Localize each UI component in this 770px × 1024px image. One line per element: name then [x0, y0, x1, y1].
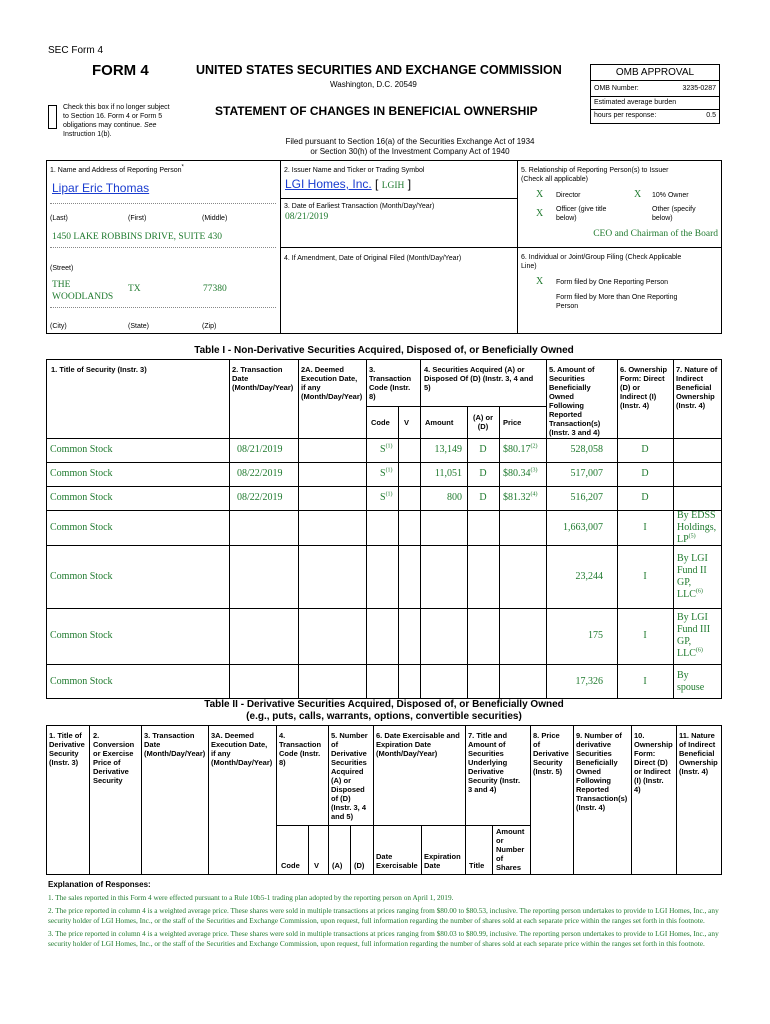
row-owned: 23,244	[575, 571, 603, 582]
row-ownership-form: I	[643, 571, 647, 582]
row-amount: 13,149	[434, 444, 462, 455]
table-row-divider	[46, 462, 722, 463]
filed-pursuant-line-2: or Section 30(h) of the Investment Company Act of 1940	[310, 147, 510, 156]
row-security: Common Stock	[50, 630, 113, 641]
row-ownership-form: I	[643, 630, 647, 641]
t2-h11: 11. Nature of Indirect Beneficial Ownership (Instr. 4)	[679, 731, 718, 776]
reporting-person-address: 1450 LAKE ROBBINS DRIVE, SUITE 430	[52, 232, 222, 242]
ten-percent-owner-mark: X	[634, 189, 642, 200]
middle-label: (Middle)	[202, 215, 228, 222]
table-row-divider	[46, 545, 722, 546]
row-nature: By EDSS Holdings, LP$^{(5)}$	[677, 510, 717, 545]
row-price: $80.34$^{(3)}$	[503, 467, 538, 479]
row-code: $S^{(1)}$	[380, 491, 393, 503]
row-ownership-form: D	[641, 468, 649, 479]
row-security: Common Stock	[50, 676, 113, 687]
row-amount: 800	[447, 492, 462, 503]
t1-sub-code: Code	[371, 418, 390, 427]
t2-h2: 2. Conversion or Exercise Price of Derivative Security	[93, 731, 135, 785]
row-date: 08/22/2019	[237, 468, 283, 479]
t1-h1: 1. Title of Security (Instr. 3)	[51, 365, 147, 374]
row-security: Common Stock	[50, 571, 113, 582]
row-owned: 175	[588, 630, 603, 641]
row-owned: 1,663,007	[563, 522, 603, 533]
t1-h2: 2. Transaction Date (Month/Day/Year)	[232, 365, 294, 392]
omb-burden-label: Estimated average burden	[594, 99, 677, 106]
row-a-or-d: D	[479, 492, 487, 503]
other-label: Other (specify below)	[652, 206, 696, 222]
officer-label: Officer (give title below)	[556, 206, 607, 222]
t2-h3: 3. Transaction Date (Month/Day/Year)	[144, 731, 206, 758]
row-nature: By LGI Fund II GP, LLC$^{(6)}$	[677, 553, 708, 600]
reporting-person-state: TX	[128, 284, 141, 294]
t1-sub-amount: Amount	[425, 418, 454, 427]
t2-h8: 8. Price of Derivative Security (Instr. 5)	[533, 731, 569, 776]
earliest-transaction-date: 08/21/2019	[285, 212, 329, 222]
footnote: 1. The sales reported in this Form 4 were effected pursuant to a Rule 10b5-1 trading plan adopted by the reporting person on April 1, 2019.	[48, 893, 454, 902]
checkbox-note: Check this box if no longer subject to Section 16. Form 4 or Form 5 obligations may continue. See Instruction 1(b).	[63, 104, 170, 138]
omb-title: OMB APPROVAL	[615, 67, 695, 78]
t2-h6: 6. Date Exercisable and Expiration Date (Month/Day/Year)	[376, 731, 460, 758]
row-ownership-form: I	[643, 522, 647, 533]
sec-form-label: SEC Form 4	[48, 45, 104, 56]
row-nature: By spouse	[677, 670, 705, 693]
t2-sub-expiration: Expiration Date	[424, 852, 461, 870]
table-row-divider	[46, 664, 722, 665]
t2-h5: 5. Number of Derivative Securities Acquired (A) or Disposed of (D) (Instr. 3, 4 and 5)	[331, 731, 368, 821]
row-ownership-form: I	[643, 676, 647, 687]
omb-number-value: 3235-0287	[682, 85, 716, 92]
t2-h10: 10. Ownership Form: Direct (D) or Indirect (I) (Instr. 4)	[634, 731, 673, 794]
t1-sub-v: V	[404, 418, 410, 427]
t1-h5: 5. Amount of Securities Beneficially Owned Following Reported Transaction(s) (Instr. 3 and 4)	[549, 365, 601, 437]
ten-percent-owner-label: 10% Owner	[652, 192, 689, 199]
issuer-name-ticker: LGI Homes, Inc. [ LGIH ]	[285, 177, 412, 191]
zip-label: (Zip)	[202, 323, 217, 330]
row-owned: 516,207	[570, 492, 603, 503]
t2-sub-code: Code	[281, 861, 300, 870]
row-security: Common Stock	[50, 522, 113, 533]
reporting-person-name[interactable]: Lipar Eric Thomas	[52, 181, 150, 195]
row-price: $80.17$^{(2)}$	[503, 443, 538, 455]
filed-pursuant-line-1: Filed pursuant to Section 16(a) of the Securities Exchange Act of 1934	[285, 137, 535, 146]
explanation-title: Explanation of Responses:	[48, 880, 151, 889]
t2-h9: 9. Number of derivative Securities Beneficially Owned Following Reported Transaction(s) (Instr. 4)	[576, 731, 628, 812]
box5-label: 5. Relationship of Reporting Person(s) to Issuer (Check all applicable)	[521, 167, 669, 183]
form-title: FORM 4	[92, 62, 149, 79]
row-date: 08/21/2019	[237, 444, 283, 455]
row-a-or-d: D	[479, 468, 487, 479]
t1-h4: 4. Securities Acquired (A) or Disposed Of (D) (Instr. 3, 4 and 5)	[424, 365, 534, 392]
issuer-link[interactable]: LGI Homes, Inc.	[285, 177, 372, 191]
t2-sub-amount: Amount or Number of Shares	[496, 827, 525, 872]
t1-h3: 3. Transaction Code (Instr. 8)	[369, 365, 412, 401]
footnote: 3. The price reported in column 4 is a weighted average price. These shares were sold in multiple transactions at prices ranging from $80.03 to $80.99, inclusive. The reporting person undertakes to provide to LGI Homes, Inc., any security holder of LGI Homes, Inc., or the staff of the Securities and Exchange Commission, upon request, full information regarding the number of shares sold at each separate price within the ranges set forth in this footnote.	[48, 929, 719, 948]
reporting-person-city: THE WOODLANDS	[52, 280, 114, 302]
first-label: (First)	[128, 215, 147, 222]
row-ownership-form: D	[641, 492, 649, 503]
footnote: 2. The price reported in column 4 is a weighted average price. These shares were sold in multiple transactions at prices ranging from $80.00 to $80.53, inclusive. The reporting person undertakes to provide to LGI Homes, Inc., any security holder of LGI Homes, Inc., or the staff of the Securities and Exchange Commission, upon request, full information regarding the number of shares sold at each separate price within the ranges set forth in this footnote.	[48, 906, 719, 925]
t1-sub-a-or-d: (A) or (D)	[473, 413, 493, 431]
row-owned: 517,007	[570, 468, 603, 479]
street-label: (Street)	[50, 265, 74, 272]
agency-title: UNITED STATES SECURITIES AND EXCHANGE COMMISSION	[196, 63, 562, 77]
t2-h1: 1. Title of Derivative Security (Instr. 3)	[49, 731, 85, 767]
agency-city: Washington, D.C. 20549	[330, 80, 417, 89]
row-security: Common Stock	[50, 444, 113, 455]
row-ownership-form: D	[641, 444, 649, 455]
statement-title: STATEMENT OF CHANGES IN BENEFICIAL OWNERSHIP	[215, 104, 538, 118]
one-reporting-person-mark: X	[536, 276, 544, 287]
box4-label: 4. If Amendment, Date of Original Filed (Month/Day/Year)	[284, 255, 462, 262]
officer-title: CEO and Chairman of the Board	[593, 229, 718, 239]
more-reporting-persons-label: Form filed by More than One Reporting Person	[556, 294, 678, 310]
row-security: Common Stock	[50, 468, 113, 479]
t1-h6: 6. Ownership Form: Direct (D) or Indirect (I) (Instr. 4)	[620, 365, 668, 410]
t2-sub-v: V	[314, 861, 320, 870]
t2-sub-d: (D)	[354, 861, 365, 870]
t2-h4: 4. Transaction Code (Instr. 8)	[279, 731, 322, 767]
row-nature: By LGI Fund III GP, LLC$^{(6)}$	[677, 612, 711, 659]
t2-sub-title: Title	[469, 861, 485, 870]
omb-hours-value: 0.5	[706, 112, 716, 119]
city-label: (City)	[50, 323, 67, 330]
t2-h3a: 3A. Deemed Execution Date, if any (Month/Day/Year)	[211, 731, 273, 767]
row-date: 08/22/2019	[237, 492, 283, 503]
row-price: $81.32$^{(4)}$	[503, 491, 538, 503]
table-row-divider	[46, 510, 722, 511]
t1-h7: 7. Nature of Indirect Beneficial Ownership (Instr. 4)	[676, 365, 718, 410]
table1-title: Table I - Non-Derivative Securities Acquired, Disposed of, or Beneficially Owned	[194, 345, 574, 356]
row-code: $S^{(1)}$	[380, 443, 393, 455]
table2-title: Table II - Derivative Securities Acquired, Disposed of, or Beneficially Owned (e.g., puts, calls, warrants, options, convertible securities)	[204, 699, 564, 722]
reporting-person-zip: 77380	[203, 284, 227, 294]
no-longer-subject-checkbox[interactable]	[48, 105, 57, 129]
officer-mark: X	[536, 208, 544, 219]
table-row-divider	[46, 486, 722, 487]
omb-number-label: OMB Number:	[594, 85, 639, 92]
t1-sub-price: Price	[503, 418, 522, 427]
state-label: (State)	[128, 323, 150, 330]
one-reporting-person-label: Form filed by One Reporting Person	[556, 279, 669, 286]
t2-sub-date-exercisable: Date Exercisable	[376, 852, 418, 870]
t2-h7: 7. Title and Amount of Securities Underlying Derivative Security (Instr. 3 and 4)	[468, 731, 521, 794]
director-label: Director	[556, 192, 581, 199]
last-label: (Last)	[50, 215, 68, 222]
footnotes	[48, 893, 720, 952]
row-owned: 528,058	[570, 444, 603, 455]
row-security: Common Stock	[50, 492, 113, 503]
box6-label: 6. Individual or Joint/Group Filing (Check Applicable Line)	[521, 254, 682, 270]
row-a-or-d: D	[479, 444, 487, 455]
row-amount: 11,051	[434, 468, 462, 479]
row-owned: 17,326	[575, 676, 603, 687]
table-row-divider	[46, 608, 722, 609]
row-code: $S^{(1)}$	[380, 467, 393, 479]
box3-label: 3. Date of Earliest Transaction (Month/Day/Year)	[284, 203, 435, 210]
t1-h2a: 2A. Deemed Execution Date, if any (Month/Day/Year)	[301, 365, 363, 401]
box2-label: 2. Issuer Name and Ticker or Trading Symbol	[284, 167, 425, 174]
box1-label: 1. Name and Address of Reporting Person*	[50, 164, 184, 174]
director-mark: X	[536, 189, 544, 200]
omb-hours-label: hours per response:	[594, 112, 657, 119]
t2-sub-a: (A)	[332, 861, 343, 870]
